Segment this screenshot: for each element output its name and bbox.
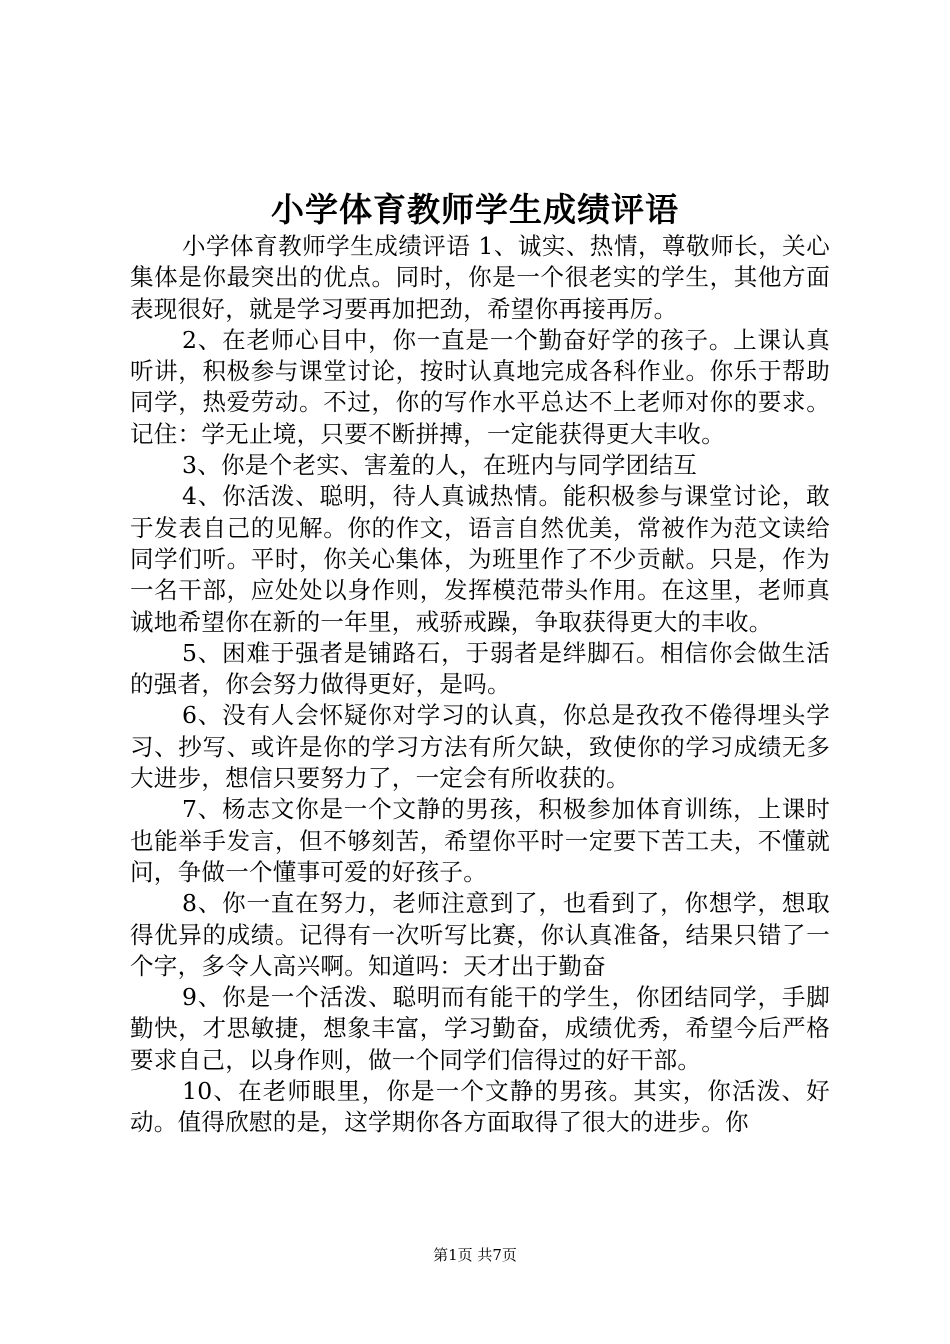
paragraph-8: 8、你一直在努力，老师注意到了，也看到了，你想学，想取得优异的成绩。记得有一次听写比赛，你认真准备，结果只错了一个字，多令人高兴啊。知道吗：天才出于勤奋 — [130, 889, 830, 980]
paragraph-4: 4、你活泼、聪明，待人真诚热情。能积极参与课堂讨论，敢于发表自己的见解。你的作文，语言自然优美，常被作为范文读给同学们听。平时，你关心集体，为班里作了不少贡献。只是，作为一名干部，应处处以身作则，发挥模范带头作用。在这里，老师真诚地希望你在新的一年里，戒骄戒躁，争取获得更大的丰收。 — [130, 482, 830, 636]
paragraph-10: 10、在老师眼里，你是一个文静的男孩。其实，你活泼、好动。值得欣慰的是，这学期你各方面取得了很大的进步。你 — [130, 1077, 830, 1137]
document-body — [130, 231, 830, 1139]
paragraph-7: 7、杨志文你是一个文静的男孩，积极参加体育训练，上课时也能举手发言，但不够刻苦，希望你平时一定要下苦工夫，不懂就问，争做一个懂事可爱的好孩子。 — [130, 795, 830, 886]
document-title: 小学体育教师学生成绩评语 — [271, 190, 679, 229]
paragraph-2: 2、在老师心目中，你一直是一个勤奋好学的孩子。上课认真听讲，积极参与课堂讨论，按时认真地完成各科作业。你乐于帮助同学，热爱劳动。不过，你的写作水平总达不上老师对你的要求。记住：学无止境，只要不断拼搏，一定能获得更大丰收。 — [130, 325, 830, 448]
page-footer: 第1页 共7页 — [433, 1246, 517, 1264]
paragraph-9: 9、你是一个活泼、聪明而有能干的学生，你团结同学，手脚勤快，才思敏捷，想象丰富，学习勤奋，成绩优秀，希望今后严格要求自己，以身作则，做一个同学们信得过的好干部。 — [130, 983, 830, 1074]
paragraph-5: 5、困难于强者是铺路石，于弱者是绊脚石。相信你会做生活的强者，你会努力做得更好，是吗。 — [130, 638, 830, 699]
paragraph-1: 小学体育教师学生成绩评语 1、诚实、热情，尊敬师长，关心集体是你最突出的优点。同时，你是一个很老实的学生，其他方面表现很好，就是学习要再加把劲，希望你再接再厉。 — [130, 232, 830, 323]
paragraph-3: 3、你是个老实、害羞的人，在班内与同学团结互 — [182, 451, 698, 480]
paragraph-6: 6、没有人会怀疑你对学习的认真，你总是孜孜不倦得埋头学习、抄写、或许是你的学习方法有所欠缺，致使你的学习成绩无多大进步，想信只要努力了，一定会有所收获的。 — [130, 701, 830, 793]
